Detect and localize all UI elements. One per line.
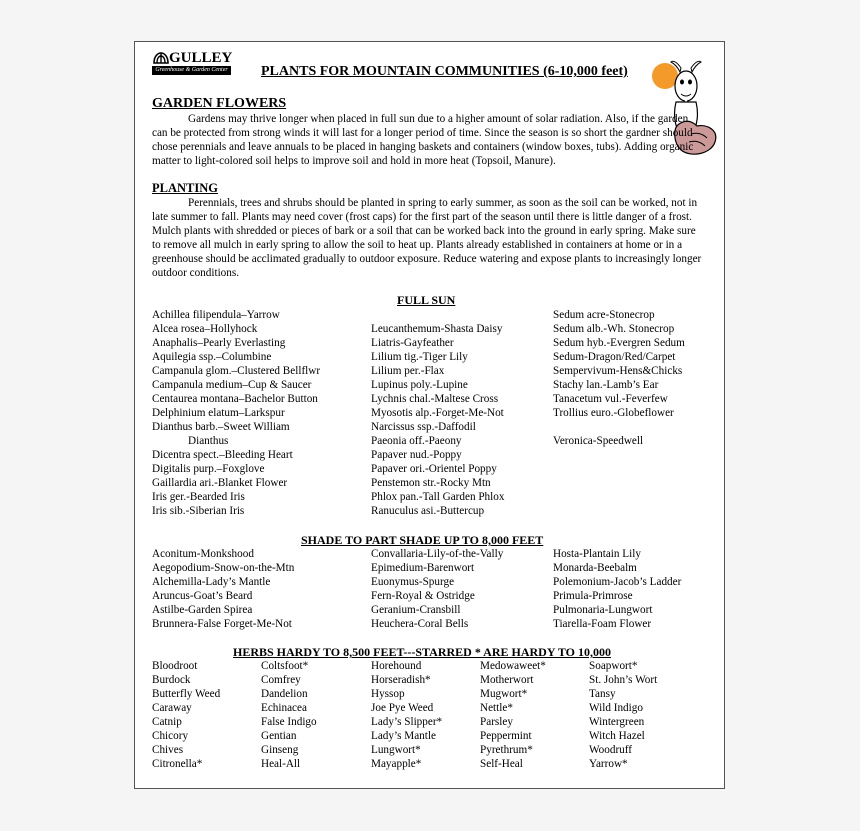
plant-list-item bbox=[553, 420, 685, 434]
plant-list-item: Lilium tig.-Tiger Lily bbox=[371, 351, 468, 363]
plant-list-item: Sedum alb.-Wh. Stonecrop bbox=[553, 323, 675, 335]
plant-list-item: Primula-Primrose bbox=[553, 590, 633, 602]
plant-list-item: Peppermint bbox=[480, 730, 532, 742]
plant-list-item: Butterfly Weed bbox=[152, 688, 221, 700]
plant-list-item: Lady’s Slipper* bbox=[371, 716, 443, 728]
plant-list-item: Leucanthemum-Shasta Daisy bbox=[371, 323, 503, 335]
full-sun-col3 bbox=[553, 308, 685, 448]
plant-list-item: Penstemon str.-Rocky Mtn bbox=[371, 477, 491, 489]
plant-list-item: Astilbe-Garden Spirea bbox=[152, 604, 253, 616]
plant-list-item: Yarrow* bbox=[589, 758, 628, 770]
plant-list-item: Polemonium-Jacob’s Ladder bbox=[553, 576, 682, 588]
plant-list-item: Aruncus-Goat’s Beard bbox=[152, 590, 253, 602]
logo-name: GULLEY bbox=[169, 50, 233, 66]
plant-list-item bbox=[371, 308, 504, 322]
plant-list-item: Tansy bbox=[589, 688, 616, 700]
plant-list-item: Woodruff bbox=[589, 744, 633, 756]
plant-list-item: Chicory bbox=[152, 730, 189, 742]
plant-list-item: Nettle* bbox=[480, 702, 513, 714]
plant-list-item: Sempervivum-Hens&Chicks bbox=[553, 365, 683, 377]
herbs-col2 bbox=[261, 659, 317, 771]
plant-list-item: Burdock bbox=[152, 674, 191, 686]
plant-list-item: Dianthus barb.–Sweet William bbox=[152, 421, 290, 433]
plant-list-item: Digitalis purp.–Foxglove bbox=[152, 463, 265, 475]
plant-list-item: Sedum-Dragon/Red/Carpet bbox=[553, 351, 676, 363]
plant-list-item: Myosotis alp.-Forget-Me-Not bbox=[371, 407, 504, 419]
plant-list-item: Chives bbox=[152, 744, 184, 756]
planting-text: Perennials, trees and shrubs should be planted in spring to early summer, as soon as the soil can be worked, not in late summer to fall. Plants may need cover (frost caps) for the first part of the season until there is little danger of a frost. Mulch plants with shredded or pieces of bark or a soil that can be worked back into the ground in early spring. Make sure to remove all mulch in early spring to allow the soil to heat up. Plants already established in containers at home or in a greenhouse should be acclimated gradually to outdoor exposure. Reduce watering and expose plants to increasingly longer outdoor conditions. bbox=[152, 197, 702, 279]
plant-list-item: Monarda-Beebalm bbox=[553, 562, 637, 574]
gulley-logo bbox=[152, 51, 232, 77]
herbs-col3 bbox=[371, 659, 442, 771]
plant-list-item: Epimedium-Barenwort bbox=[371, 562, 475, 574]
plant-list-item: Dicentra spect.–Bleeding Heart bbox=[152, 449, 293, 461]
plant-list-item: Motherwort bbox=[480, 674, 534, 686]
plant-list-item: Echinacea bbox=[261, 702, 307, 714]
plant-list-item: Tiarella-Foam Flower bbox=[553, 618, 652, 630]
herbs-col5 bbox=[589, 659, 657, 771]
plant-list-item: Phlox pan.-Tall Garden Phlox bbox=[371, 491, 505, 503]
plant-list-item: Dandelion bbox=[261, 688, 308, 700]
plant-list-item: Dianthus bbox=[188, 435, 229, 447]
gulley-logo-icon bbox=[152, 51, 170, 65]
plant-list-item: Alcea rosea–Hollyhock bbox=[152, 323, 258, 335]
plant-list-item: Paeonia off.-Paeony bbox=[371, 435, 462, 447]
garden-flowers-text: Gardens may thrive longer when placed in full sun due to a higher amount of solar radiation. Also, if the garden can be protected from strong winds it will last for a longer period of time. Since the season is so short the gardner should chose perennials and leave annuals to be placed in hanging baskets and containers (window boxes, tubs). Adding organic matter to light-colored soil helps to improve soil and hold in more heat (Topsoil, Manure). bbox=[152, 113, 694, 167]
plant-list-item: Campanula glom.–Clustered Bellflwr bbox=[152, 365, 321, 377]
plant-list-item: Ranuculus asi.-Buttercup bbox=[371, 505, 485, 517]
shade-col3 bbox=[553, 547, 681, 631]
page-title: PLANTS FOR MOUNTAIN COMMUNITIES (6-10,000 feet) bbox=[261, 64, 628, 79]
herbs-col4 bbox=[480, 659, 546, 771]
herbs-col1 bbox=[152, 659, 220, 771]
full-sun-col1 bbox=[152, 308, 320, 518]
plant-list-item: Coltsfoot* bbox=[261, 660, 309, 672]
logo-subtitle: Greenhouse & Garden Center bbox=[152, 66, 231, 75]
shade-col1 bbox=[152, 547, 294, 631]
plant-list-item: Papaver ori.-Orientel Poppy bbox=[371, 463, 497, 475]
plant-list-item: Tanacetum vul.-Feverfew bbox=[553, 393, 668, 405]
shade-col2 bbox=[371, 547, 503, 631]
plant-list-item: St. John’s Wort bbox=[589, 674, 658, 686]
plant-list-item: Heuchera-Coral Bells bbox=[371, 618, 469, 630]
plant-list-item: Joe Pye Weed bbox=[371, 702, 434, 714]
garden-flowers-heading: GARDEN FLOWERS bbox=[152, 96, 287, 111]
plant-list-item: Liatris-Gayfeather bbox=[371, 337, 454, 349]
plant-list-item: Campanula medium–Cup & Saucer bbox=[152, 379, 312, 391]
plant-list-item: Parsley bbox=[480, 716, 513, 728]
plant-list-item: Veronica-Speedwell bbox=[553, 435, 644, 447]
plant-list-item: Pulmonaria-Lungwort bbox=[553, 604, 653, 616]
plant-list-item: Narcissus ssp.-Daffodil bbox=[371, 421, 476, 433]
plant-list-item: Lupinus poly.-Lupine bbox=[371, 379, 468, 391]
plant-list-item: Centaurea montana–Bachelor Button bbox=[152, 393, 318, 405]
plant-list-item: Aegopodium-Snow-on-the-Mtn bbox=[152, 562, 295, 574]
full-sun-title: FULL SUN bbox=[397, 293, 456, 307]
plant-list-item: Lady’s Mantle bbox=[371, 730, 436, 742]
plant-list-item: Wintergreen bbox=[589, 716, 645, 728]
plant-list-item: Achillea filipendula–Yarrow bbox=[152, 309, 280, 321]
plant-list-item: Aconitum-Monkshood bbox=[152, 548, 254, 560]
plant-list-item: Anaphalis–Pearly Everlasting bbox=[152, 337, 286, 349]
plant-list-item: Horehound bbox=[371, 660, 422, 672]
planting-heading: PLANTING bbox=[152, 181, 218, 195]
plant-list-item: Pyrethrum* bbox=[480, 744, 533, 756]
plant-list-item: Trollius euro.-Globeflower bbox=[553, 407, 674, 419]
plant-list-item: Aquilegia ssp.–Columbine bbox=[152, 351, 272, 363]
plant-list-item: Brunnera-False Forget-Me-Not bbox=[152, 618, 292, 630]
plant-list-item: Caraway bbox=[152, 702, 192, 714]
plant-list-item: Stachy lan.-Lamb’s Ear bbox=[553, 379, 659, 391]
shade-title: SHADE TO PART SHADE UP TO 8,000 FEET bbox=[301, 533, 544, 547]
plant-list-item: Lungwort* bbox=[371, 744, 421, 756]
plant-list-item: Ginseng bbox=[261, 744, 299, 756]
plant-list-item: Medowaweet* bbox=[480, 660, 546, 672]
plant-list-item: Sedum hyb.-Evergren Sedum bbox=[553, 337, 685, 349]
plant-list-item: Iris ger.-Bearded Iris bbox=[152, 491, 245, 503]
document-page bbox=[134, 41, 725, 789]
plant-list-item: Geranium-Cransbill bbox=[371, 604, 461, 616]
plant-list-item: Horseradish* bbox=[371, 674, 431, 686]
plant-list-item: False Indigo bbox=[261, 716, 317, 728]
plant-list-item: Sedum acre-Stonecrop bbox=[553, 309, 655, 321]
plant-list-item: Self-Heal bbox=[480, 758, 523, 770]
plant-list-item: Iris sib.-Siberian Iris bbox=[152, 505, 245, 517]
full-sun-col2 bbox=[371, 308, 504, 518]
plant-list-item: Convallaria-Lily-of-the-Vally bbox=[371, 548, 504, 560]
planting-paragraph bbox=[152, 196, 702, 280]
plant-list-item: Gaillardia ari.-Blanket Flower bbox=[152, 477, 288, 489]
plant-list-item: Mugwort* bbox=[480, 688, 528, 700]
plant-list-item: Papaver nud.-Poppy bbox=[371, 449, 462, 461]
plant-list-item: Witch Hazel bbox=[589, 730, 645, 742]
plant-list-item: Heal-All bbox=[261, 758, 301, 770]
plant-list-item: Fern-Royal & Ostridge bbox=[371, 590, 475, 602]
plant-list-item: Gentian bbox=[261, 730, 297, 742]
plant-list-item: Delphinium elatum–Larkspur bbox=[152, 407, 285, 419]
herbs-title: HERBS HARDY TO 8,500 FEET---STARRED * ARE HARDY TO 10,000 bbox=[233, 645, 611, 659]
plant-list-item: Lychnis chal.-Maltese Cross bbox=[371, 393, 499, 405]
plant-list-item: Mayapple* bbox=[371, 758, 422, 770]
plant-list-item: Soapwort* bbox=[589, 660, 638, 672]
plant-list-item: Catnip bbox=[152, 716, 182, 728]
plant-list-item: Hyssop bbox=[371, 688, 405, 700]
plant-list-item: Euonymus-Spurge bbox=[371, 576, 455, 588]
plant-list-item: Lilium per.-Flax bbox=[371, 365, 445, 377]
plant-list-item: Alchemilla-Lady’s Mantle bbox=[152, 576, 271, 588]
plant-list-item: Comfrey bbox=[261, 674, 301, 686]
plant-list-item: Wild Indigo bbox=[589, 702, 643, 714]
plant-list-item: Bloodroot bbox=[152, 660, 198, 672]
garden-flowers-paragraph bbox=[152, 112, 702, 168]
plant-list-item: Hosta-Plantain Lily bbox=[553, 548, 641, 560]
plant-list-item: Citronella* bbox=[152, 758, 203, 770]
